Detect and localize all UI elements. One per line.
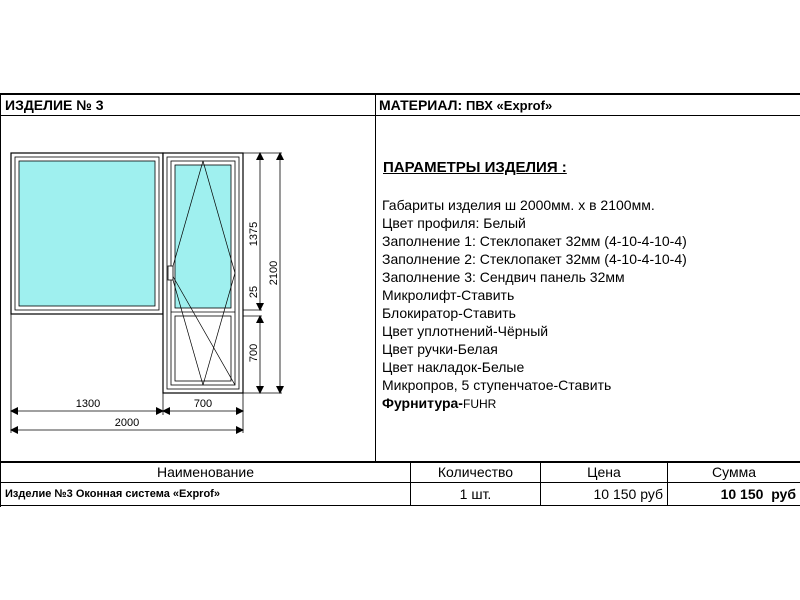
table-bottom-border <box>0 505 800 506</box>
row-quantity: 1 шт. <box>459 486 492 502</box>
param-filling-3: Заполнение 3: Сендвич панель 32мм <box>382 269 625 285</box>
param-microlift: Микролифт-Ставить <box>382 287 515 303</box>
col-header-name: Наименование <box>156 464 255 480</box>
item-label: ИЗДЕЛИЕ № 3 <box>5 97 104 113</box>
dim-total-height: 2100 <box>268 260 280 286</box>
door-handle <box>168 266 173 280</box>
dim-door-width: 700 <box>193 398 213 410</box>
fittings-label: Фурнитура- <box>382 395 463 411</box>
window-glass <box>19 161 155 306</box>
material-value: ПВХ «Exprof» <box>466 98 553 113</box>
dim-lower-height: 700 <box>248 343 260 363</box>
middle-divider <box>375 93 376 461</box>
row-price: 10 150 руб <box>593 486 663 502</box>
row-name: Изделие №3 Оконная система «Exprof» <box>5 488 220 500</box>
door-frame <box>163 153 243 393</box>
param-handle-color: Цвет ручки-Белая <box>382 341 498 357</box>
param-filling-1: Заполнение 1: Стеклопакет 32мм (4-10-4-10-4) <box>382 233 687 249</box>
dim-upper-height: 1375 <box>248 221 260 247</box>
param-dimensions: Габариты изделия ш 2000мм. х в 2100мм. <box>382 197 655 213</box>
param-seal-color: Цвет уплотнений-Чёрный <box>382 323 549 339</box>
dim-middle-height: 25 <box>248 285 260 299</box>
top-border <box>0 93 800 95</box>
material-caption <box>379 97 552 113</box>
door-panel <box>175 316 231 381</box>
fittings-value: FUHR <box>462 397 497 411</box>
param-profile-color: Цвет профиля: Белый <box>382 215 526 231</box>
col-header-total: Сумма <box>712 464 756 480</box>
door-glass <box>175 165 231 308</box>
window-door-drawing <box>0 116 375 461</box>
param-blocker: Блокиратор-Ставить <box>382 305 516 321</box>
dim-total-width: 2000 <box>114 417 140 429</box>
param-ventilation: Микропров, 5 ступенчатое-Ставить <box>382 377 612 393</box>
material-label: МАТЕРИАЛ: <box>379 97 463 113</box>
param-cover-color: Цвет накладок-Белые <box>382 359 525 375</box>
parameters-list <box>382 196 687 412</box>
parameters-title: ПАРАМЕТРЫ ИЗДЕЛИЯ : <box>383 159 567 176</box>
dim-window-width: 1300 <box>75 398 101 410</box>
row-total: 10 150 руб <box>720 486 796 502</box>
param-fittings <box>382 394 687 412</box>
col-header-price: Цена <box>587 464 621 480</box>
col-header-quantity: Количество <box>437 464 514 480</box>
window-frame <box>11 153 163 314</box>
param-filling-2: Заполнение 2: Стеклопакет 32мм (4-10-4-10-4) <box>382 251 687 267</box>
